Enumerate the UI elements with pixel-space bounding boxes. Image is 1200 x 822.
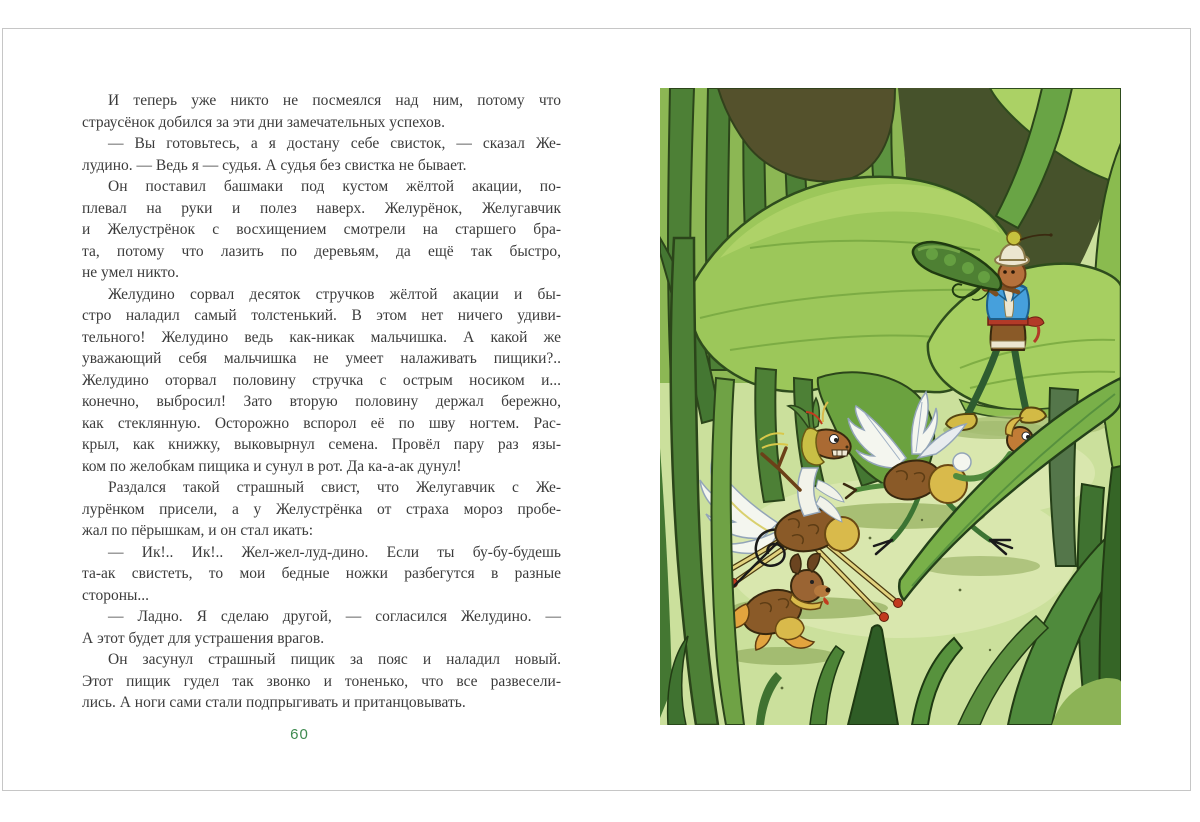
text-line: конечно, выбросил! Зато вторую половину держал бережно, xyxy=(82,393,561,410)
illustration-svg xyxy=(660,88,1121,725)
text-line: страусёнок добился за эти дни замечательных успехов. xyxy=(82,113,445,131)
paragraph xyxy=(82,176,561,284)
text-line: та, потому что лазить по деревьям, да ещё так быстро, xyxy=(82,242,561,260)
text-line: Этот пищик гудел так звонко и тоненько, что все развесели- xyxy=(82,672,561,690)
text-line: не умел никто. xyxy=(82,264,180,281)
paragraph xyxy=(82,133,561,176)
text-line: уважающий себя мальчишка не умеет налаживать пищики?.. xyxy=(82,350,561,367)
text-line: Раздался такой страшный свист, что Желугавчик с Же- xyxy=(108,479,561,496)
paragraph xyxy=(82,649,561,714)
text-line: Он засунул страшный пищик за пояс и наладил новый. xyxy=(108,651,561,668)
text-line: жал по пёрышкам, и он стал икать: xyxy=(82,522,314,539)
text-line: ком по желобкам пищика и сунул в рот. Да ка-а-ак дунул! xyxy=(82,457,462,475)
text-line: — Ик!.. Ик!.. Жел-жел-луд-дино. Если ты бу-бу-будешь xyxy=(108,543,561,561)
text-line: Он поставил башмаки под кустом жёлтой акации, по- xyxy=(108,178,561,195)
text-line: плевал на руки и полез наверх. Желурёнок, Желугавчик xyxy=(82,199,561,217)
paragraph xyxy=(82,477,561,542)
paragraph xyxy=(82,284,561,478)
text-line: тельного! Желудино ведь как-никак мальчишка. А какой же xyxy=(82,328,561,346)
text-line: лись. А ноги сами стали подпрыгивать и пританцовывать. xyxy=(82,694,466,711)
paragraph xyxy=(82,542,561,607)
text-line: лурёнком присели, а у Желустрёнка от страха мороз пробе- xyxy=(82,500,561,518)
text-line: как стеклянную. Осторожно вспорол её по шву ногтем. Рас- xyxy=(82,414,561,432)
text-line: стороны... xyxy=(82,586,150,604)
paragraph xyxy=(82,90,561,133)
text-line: А этот будет для устрашения врагов. xyxy=(82,629,325,647)
text-line: — Ладно. Я сделаю другой, — согласился Желудино. — xyxy=(108,608,561,625)
page-number: 60 xyxy=(290,726,309,743)
text-block xyxy=(82,90,561,714)
text-line: Желудино сорвал десяток стручков жёлтой акации и бы- xyxy=(108,285,561,303)
text-line: — Вы готовьтесь, а я достану себе свисток, — сказал Же- xyxy=(108,135,561,152)
text-line: та-ак свистеть, то мои бедные ножки разбегутся в разные xyxy=(82,565,561,582)
paragraph xyxy=(82,606,561,649)
text-line: И теперь уже никто не посмеялся над ним, потому что xyxy=(108,92,561,109)
text-line: стро наладил самый толстенький. В этом нет ничего удиви- xyxy=(82,307,561,324)
text-line: и Желустрёнок с восхищением смотрели на старшего бра- xyxy=(82,221,561,238)
text-line: Желудино оторвал половину стручка с острым носиком и... xyxy=(82,371,561,389)
story-illustration xyxy=(660,88,1121,725)
text-line: лудино. — Ведь я — судья. А судья без свистка не бывает. xyxy=(82,156,467,174)
text-line: крыл, как книжку, выковырнул семена. Провёл пару раз язы- xyxy=(82,436,561,453)
